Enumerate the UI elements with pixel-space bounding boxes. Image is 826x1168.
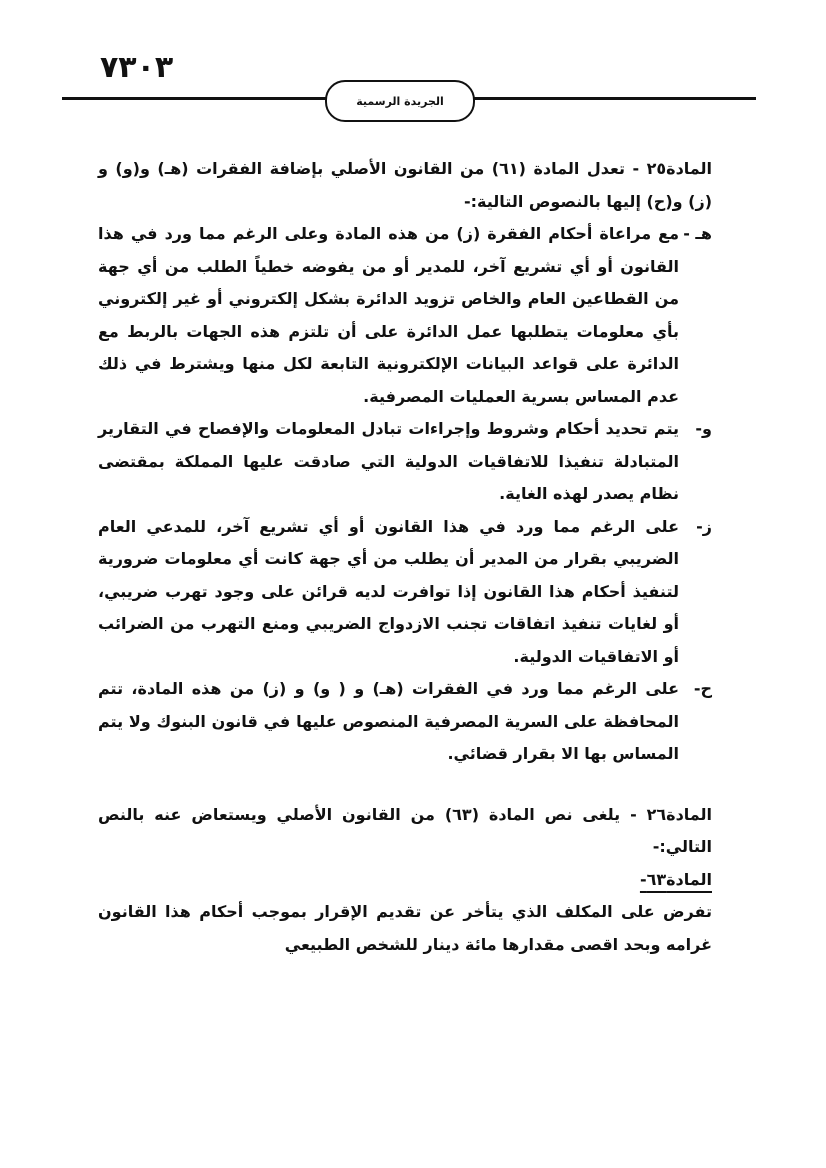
article-63-heading: المادة٦٣- (639, 869, 712, 889)
item-text: على الرغم مما ورد في هذا القانون أو أي تشريع آخر، للمدعي العام الضريبي بقرار من المدير أن يطلب من أي جهة كانت أي معلومات ضرورية لتنفيذ أحكام هذا القانون إذا توافرت لديه قرائن على وجود تهرب ضريبي، أو لغايات تنفيذ اتفاقات تجنب الازدواج الضريبي ومنع التهرب من الضرائب أو الاتفاقيات الدولية. (98, 516, 679, 666)
article-26-title: المادة٢٦ - (620, 804, 713, 824)
gazette-badge-label: الجريدة الرسمية (356, 94, 444, 108)
article-25-item-he (98, 218, 712, 413)
item-text: مع مراعاة أحكام الفقرة (ز) من هذه المادة وعلى الرغم مما ورد في هذا القانون أو أي تشريع آخر، للمدير أو من يفوضه خطياً الطلب من أي جهة من القطاعين العام والخاص تزويد الدائرة بشكل إلكتروني أو غير إلكتروني بأي معلومات يتطلبها عمل الدائرة على أن تلتزم هذه الجهات بالربط مع الدائرة على قواعد البيانات الإلكترونية التابعة لكل منها ويشترط في ذلك عدم المساس بسرية العمليات المصرفية. (98, 224, 679, 406)
article-26-intro-text: يلغى نص المادة (٦٣) من القانون الأصلي ويستعاض عنه بالنص التالي:- (98, 804, 712, 856)
item-text: يتم تحديد أحكام وشروط وإجراءات تبادل المعلومات والإفصاح في التقارير المتبادلة تنفيذا للاتفاقيات الدولية التي صادقت عليها المملكة بمقتضى نظام يصدر لهذه الغاية. (98, 419, 679, 503)
item-marker: هـ - (683, 224, 712, 243)
section-spacer (98, 771, 712, 799)
article-26-intro (98, 799, 712, 864)
article-25-intro (98, 153, 712, 218)
article-25-item-ha (98, 673, 712, 771)
page-number: ٧٣٠٣ (100, 50, 174, 85)
article-25-item-waw (98, 413, 712, 511)
item-text: على الرغم مما ورد في الفقرات (هـ) و ( و) و (ز) من هذه المادة، تتم المحافظة على السرية المصرفية المنصوص عليها في قانون البنوك ولا يتم المساس بها الا بقرار قضائي. (98, 679, 679, 763)
item-marker: ز- (696, 516, 712, 536)
item-marker: و- (695, 419, 712, 438)
article-63-body: تفرض على المكلف الذي يتأخر عن تقديم الإقرار بموجب أحكام هذا القانون غرامه وبحد اقصى مقدارها مائة دينار للشخص الطبيعي (98, 902, 712, 954)
article-63-heading-line (98, 864, 712, 897)
gazette-badge (325, 80, 475, 122)
article-25-title: المادة٢٥ - (624, 159, 713, 178)
article-25-item-zay (98, 511, 712, 674)
item-marker: ح- (693, 679, 712, 698)
document-body (98, 153, 712, 961)
article-25-intro-text: تعدل المادة (٦١) من القانون الأصلي بإضافة الفقرات (هـ) و(و) و (ز) و(ح) إليها بالنصوص التالية:- (98, 159, 712, 211)
